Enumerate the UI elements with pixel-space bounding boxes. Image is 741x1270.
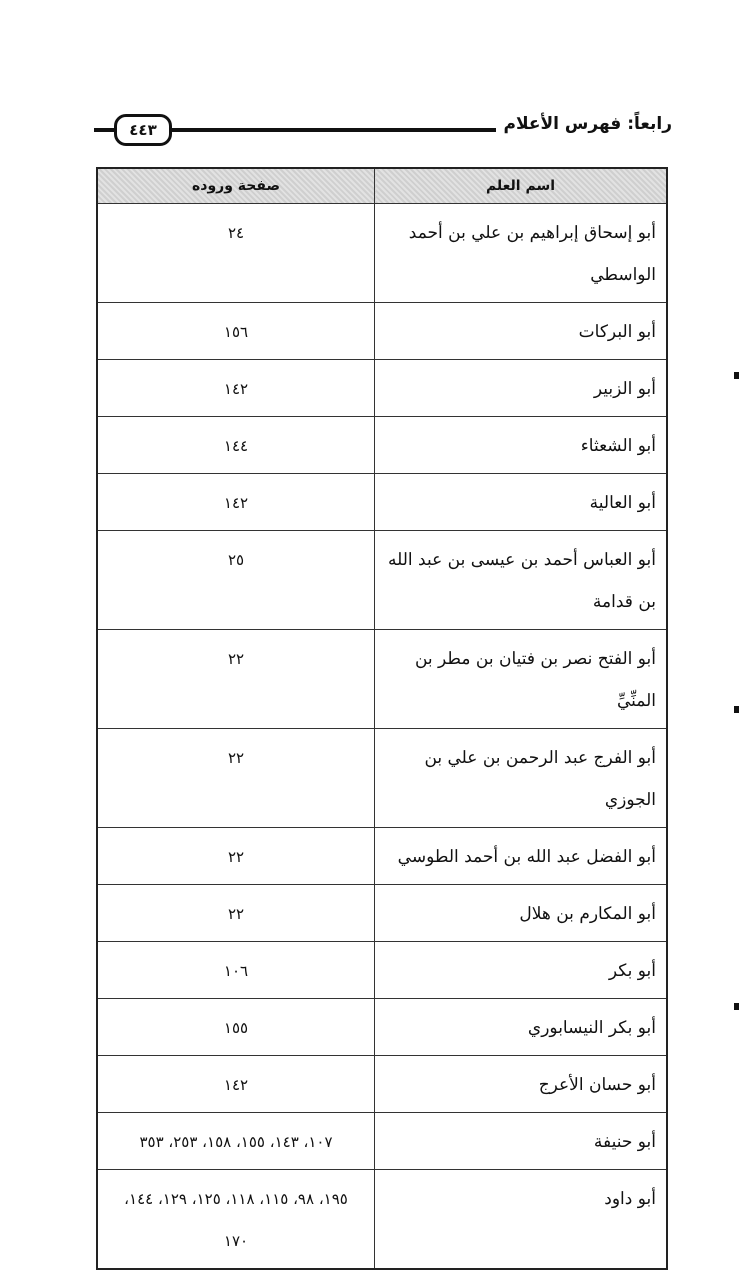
table-row <box>97 531 667 630</box>
table-row <box>97 1113 667 1170</box>
page-references: ١٥٦ <box>97 303 375 360</box>
page-references: ١٤٢ <box>97 474 375 531</box>
page-references: ٢٤ <box>97 204 375 303</box>
page-references: ١٥٥ <box>97 999 375 1056</box>
person-name: أبو الفتح نصر بن فتيان بن مطر بن المنِّيِّ <box>375 630 668 729</box>
table-row <box>97 729 667 828</box>
table-row <box>97 942 667 999</box>
person-name: أبو حنيفة <box>375 1113 668 1170</box>
page-references: ١٠٦ <box>97 942 375 999</box>
page-number-badge: ٤٤٣ <box>114 114 172 146</box>
table-row <box>97 828 667 885</box>
person-name: أبو داود <box>375 1170 668 1270</box>
section-title: رابعاً: فهرس الأعلام <box>496 114 672 134</box>
page-references: ٢٢ <box>97 630 375 729</box>
person-name: أبو العالية <box>375 474 668 531</box>
column-header-pages: صفحة وروده <box>97 168 375 204</box>
person-name: أبو البركات <box>375 303 668 360</box>
page-references: ١٩٥، ٩٨، ١١٥، ١١٨، ١٢٥، ١٢٩، ١٤٤، ١٧٠ <box>97 1170 375 1270</box>
table-row <box>97 204 667 303</box>
person-name: أبو الفرج عبد الرحمن بن علي بن الجوزي <box>375 729 668 828</box>
person-name: أبو الزبير <box>375 360 668 417</box>
person-name: أبو حسان الأعرج <box>375 1056 668 1113</box>
page-references: ١٤٢ <box>97 360 375 417</box>
table-row <box>97 885 667 942</box>
table-row <box>97 999 667 1056</box>
table-row <box>97 1056 667 1113</box>
person-name: أبو الشعثاء <box>375 417 668 474</box>
names-index-table <box>96 167 668 1270</box>
person-name: أبو بكر <box>375 942 668 999</box>
page-references: ١٤٢ <box>97 1056 375 1113</box>
person-name: أبو العباس أحمد بن عيسى بن عبد الله بن قدامة <box>375 531 668 630</box>
page-references: ٢٢ <box>97 729 375 828</box>
table-row <box>97 360 667 417</box>
column-header-name: اسم العلم <box>375 168 668 204</box>
person-name: أبو إسحاق إبراهيم بن علي بن أحمد الواسطي <box>375 204 668 303</box>
table-row <box>97 1170 667 1270</box>
table-row <box>97 630 667 729</box>
scan-artifact-mark <box>734 1003 739 1010</box>
page-references: ١٤٤ <box>97 417 375 474</box>
table-header-row <box>97 168 667 204</box>
table-row <box>97 474 667 531</box>
person-name: أبو المكارم بن هلال <box>375 885 668 942</box>
person-name: أبو بكر النيسابوري <box>375 999 668 1056</box>
page-references: ٢٢ <box>97 885 375 942</box>
page-references: ٢٢ <box>97 828 375 885</box>
page-references: ٢٥ <box>97 531 375 630</box>
scan-artifact-mark <box>734 706 739 713</box>
table-row <box>97 417 667 474</box>
scan-artifact-mark <box>734 372 739 379</box>
person-name: أبو الفضل عبد الله بن أحمد الطوسي <box>375 828 668 885</box>
table-row <box>97 303 667 360</box>
page-references: ١٠٧، ١٤٣، ١٥٥، ١٥٨، ٢٥٣، ٣٥٣ <box>97 1113 375 1170</box>
page-header <box>94 108 672 152</box>
